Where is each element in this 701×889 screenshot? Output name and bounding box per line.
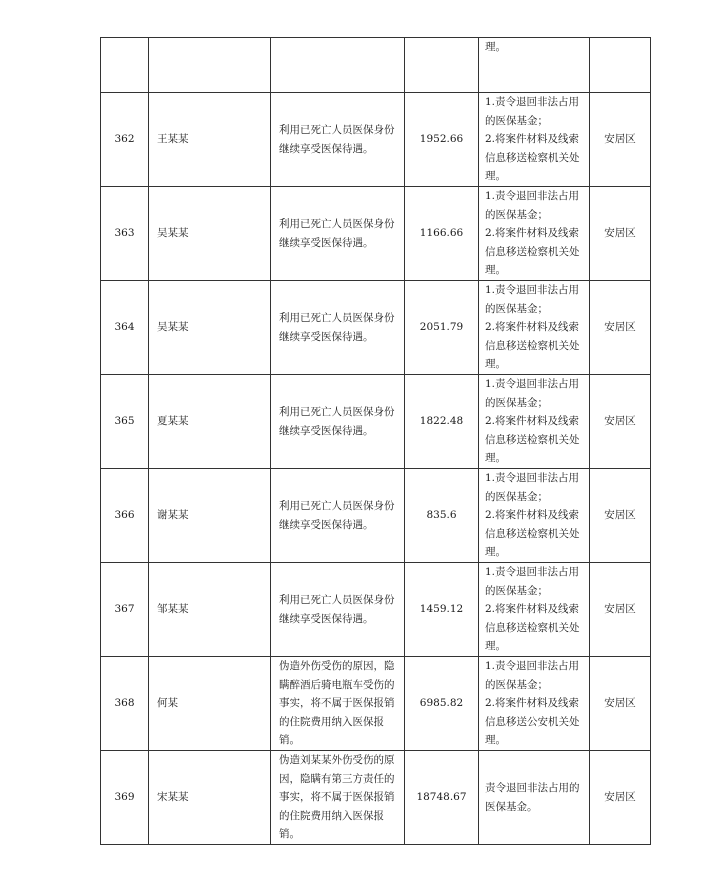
penalty-line: 1.责令退回非法占用 — [485, 472, 580, 485]
cell-district: 安居区 — [590, 657, 651, 751]
reason-line: 继续享受医保待遇。 — [279, 330, 374, 343]
penalty-line: 信息移送检察机关处 — [485, 245, 580, 258]
cell-number: 367 — [101, 563, 149, 657]
cell-district: 安居区 — [590, 751, 651, 845]
penalty-line: 2.将案件材料及线索 — [485, 227, 580, 240]
cell-number: 364 — [101, 281, 149, 375]
cell-amount: 2051.79 — [405, 281, 479, 375]
penalty-line: 的医保基金； — [485, 396, 548, 409]
reason-line: 伪造外伤受伤的原因，隐 — [279, 660, 395, 673]
cell-reason — [271, 187, 405, 281]
penalty-line: 1.责令退回非法占用 — [485, 566, 580, 579]
cell-amount: 1952.66 — [405, 93, 479, 187]
penalty-line: 1.责令退回非法占用 — [485, 284, 580, 297]
cell-penalty — [479, 38, 590, 93]
penalty-line: 医保基金。 — [485, 800, 538, 813]
penalty-line: 1.责令退回非法占用 — [485, 378, 580, 391]
reason-line: 销。 — [279, 828, 300, 841]
cell-penalty — [479, 469, 590, 563]
penalty-line: 理。 — [485, 264, 506, 277]
table-row-continuation — [101, 38, 651, 93]
cell-penalty — [479, 187, 590, 281]
cell-reason — [271, 281, 405, 375]
penalty-line: 2.将案件材料及线索 — [485, 133, 580, 146]
penalty-line: 2.将案件材料及线索 — [485, 603, 580, 616]
cell-penalty — [479, 657, 590, 751]
cell-amount: 1459.12 — [405, 563, 479, 657]
cell-name: 邹某某 — [149, 563, 271, 657]
cell-name: 宋某某 — [149, 751, 271, 845]
reason-line: 利用已死亡人员医保身份 — [279, 406, 395, 418]
reason-line: 的住院费用纳入医保报 — [279, 809, 384, 822]
cell-district: 安居区 — [590, 281, 651, 375]
penalty-line: 1.责令退回非法占用 — [485, 190, 580, 203]
cell-reason — [271, 563, 405, 657]
cell-number: 368 — [101, 657, 149, 751]
cell-name — [149, 38, 271, 93]
penalty-line: 理。 — [485, 170, 506, 183]
cell-name: 何某 — [149, 657, 271, 751]
cell-number: 369 — [101, 751, 149, 845]
reason-line: 事实，将不属于医保报销 — [279, 791, 395, 804]
cell-district — [590, 38, 651, 93]
reason-line: 利用已死亡人员医保身份 — [279, 594, 395, 606]
reason-line: 继续享受医保待遇。 — [279, 142, 374, 155]
penalty-line: 的医保基金； — [485, 208, 548, 221]
cell-number: 362 — [101, 93, 149, 187]
reason-line: 继续享受医保待遇。 — [279, 236, 374, 249]
cell-penalty — [479, 563, 590, 657]
penalty-line: 1.责令退回非法占用 — [485, 660, 580, 673]
reason-line: 利用已死亡人员医保身份 — [279, 312, 395, 324]
penalty-line: 的医保基金； — [485, 302, 548, 315]
cell-number: 365 — [101, 375, 149, 469]
cell-amount — [405, 38, 479, 93]
reason-line: 利用已死亡人员医保身份 — [279, 124, 395, 136]
cell-amount: 835.6 — [405, 469, 479, 563]
cell-number: 363 — [101, 187, 149, 281]
reason-line: 继续享受医保待遇。 — [279, 424, 374, 437]
table-row — [101, 93, 651, 187]
penalty-line: 的医保基金； — [485, 114, 548, 127]
cell-reason — [271, 657, 405, 751]
table-row — [101, 281, 651, 375]
case-table — [100, 37, 651, 845]
penalty-line: 信息移送检察机关处 — [485, 339, 580, 352]
penalty-line: 责令退回非法占用的 — [485, 782, 580, 794]
table-row — [101, 375, 651, 469]
table-row — [101, 563, 651, 657]
reason-line: 事实，将不属于医保报销 — [279, 697, 395, 710]
reason-line: 伪造刘某某外伤受伤的原 — [279, 754, 395, 767]
reason-line: 继续享受医保待遇。 — [279, 518, 374, 531]
cell-penalty — [479, 375, 590, 469]
table-row — [101, 751, 651, 845]
penalty-line: 信息移送检察机关处 — [485, 527, 580, 540]
penalty-line: 理。 — [485, 640, 506, 653]
cell-name: 吴某某 — [149, 187, 271, 281]
reason-line: 利用已死亡人员医保身份 — [279, 218, 395, 230]
penalty-line: 理。 — [485, 546, 506, 559]
penalty-line: 2.将案件材料及线索 — [485, 697, 580, 710]
cell-district: 安居区 — [590, 563, 651, 657]
penalty-line: 信息移送检察机关处 — [485, 433, 580, 446]
penalty-line: 理。 — [485, 41, 506, 53]
penalty-line: 2.将案件材料及线索 — [485, 321, 580, 334]
cell-reason — [271, 375, 405, 469]
cell-penalty — [479, 751, 590, 845]
penalty-line: 的医保基金； — [485, 490, 548, 503]
table-row — [101, 657, 651, 751]
table-row — [101, 187, 651, 281]
reason-line: 因，隐瞒有第三方责任的 — [279, 772, 395, 785]
penalty-line: 的医保基金； — [485, 678, 548, 691]
reason-line: 的住院费用纳入医保报 — [279, 715, 384, 728]
reason-line: 销。 — [279, 734, 300, 747]
cell-name: 王某某 — [149, 93, 271, 187]
reason-line: 继续享受医保待遇。 — [279, 612, 374, 625]
cell-district: 安居区 — [590, 375, 651, 469]
cell-amount: 18748.67 — [405, 751, 479, 845]
penalty-line: 1.责令退回非法占用 — [485, 96, 580, 109]
cell-penalty — [479, 281, 590, 375]
cell-number: 366 — [101, 469, 149, 563]
table-row — [101, 469, 651, 563]
cell-amount: 1166.66 — [405, 187, 479, 281]
cell-amount: 1822.48 — [405, 375, 479, 469]
penalty-line: 信息移送检察机关处 — [485, 621, 580, 634]
reason-line: 瞒醉酒后骑电瓶车受伤的 — [279, 678, 395, 691]
cell-district: 安居区 — [590, 469, 651, 563]
penalty-line: 理。 — [485, 358, 506, 371]
cell-reason — [271, 751, 405, 845]
cell-number — [101, 38, 149, 93]
penalty-line: 理。 — [485, 734, 506, 747]
cell-reason — [271, 469, 405, 563]
penalty-line: 2.将案件材料及线索 — [485, 509, 580, 522]
penalty-line: 信息移送公安机关处 — [485, 715, 580, 728]
cell-name: 夏某某 — [149, 375, 271, 469]
cell-name: 谢某某 — [149, 469, 271, 563]
cell-reason — [271, 93, 405, 187]
penalty-line: 2.将案件材料及线索 — [485, 415, 580, 428]
cell-penalty — [479, 93, 590, 187]
penalty-line: 的医保基金； — [485, 584, 548, 597]
cell-amount: 6985.82 — [405, 657, 479, 751]
cell-district: 安居区 — [590, 187, 651, 281]
cell-name: 吴某某 — [149, 281, 271, 375]
cell-reason — [271, 38, 405, 93]
reason-line: 利用已死亡人员医保身份 — [279, 500, 395, 512]
cell-district: 安居区 — [590, 93, 651, 187]
penalty-line: 理。 — [485, 452, 506, 465]
penalty-line: 信息移送检察机关处 — [485, 151, 580, 164]
